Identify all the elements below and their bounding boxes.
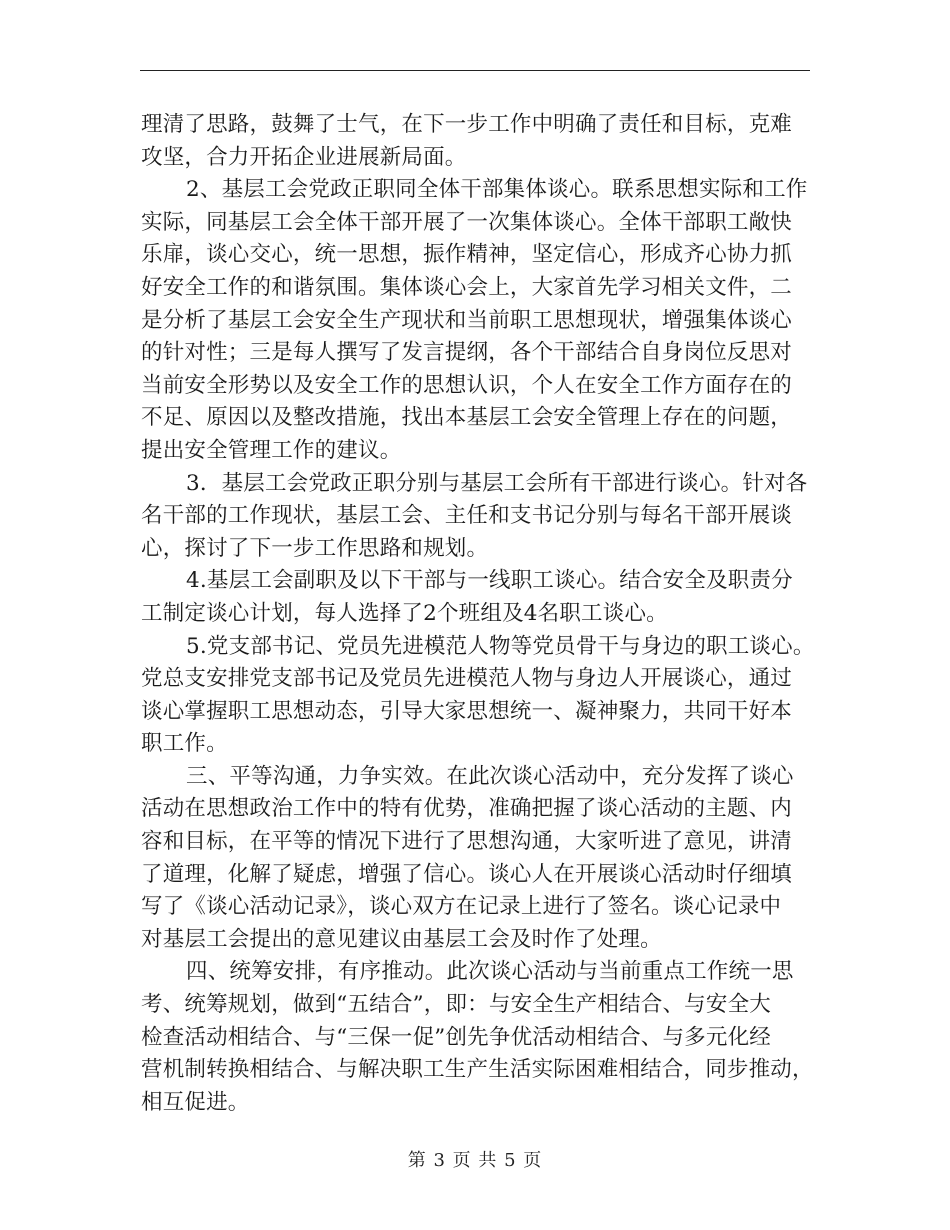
text-line: 对基层工会提出的意见建议由基层工会及时作了处理。 bbox=[141, 926, 662, 952]
text-line: 写了《谈心活动记录》，谈心双方在记录上进行了签名。谈心记录中 bbox=[141, 894, 782, 920]
text-line: 了道理，化解了疑虑，增强了信心。谈心人在开展谈心活动时仔细填 bbox=[141, 861, 793, 887]
text-line: 营机制转换相结合、与解决职工生产生活实际困难相结合，同步推动， bbox=[141, 1057, 814, 1083]
document-body bbox=[141, 109, 813, 1119]
text-line: 理清了思路，鼓舞了士气，在下一步工作中明确了责任和目标，克难 bbox=[141, 112, 793, 137]
text-line: 好安全工作的和谐氛围。集体谈心会上，大家首先学习相关文件，二 bbox=[141, 274, 793, 300]
text-line: 5.党支部书记、党员先进模范人物等党员骨干与身边的职工谈心。 bbox=[186, 633, 815, 659]
text-line: 谈心掌握职工思想动态，引导大家思想统一、凝神聚力，共同干好本 bbox=[141, 698, 793, 724]
text-line: 提出安全管理工作的建议。 bbox=[141, 437, 402, 463]
text-line: 活动在思想政治工作中的特有优势，准确把握了谈心活动的主题、内 bbox=[141, 796, 793, 822]
text-line: 攻坚，合力开拓企业进展新局面。 bbox=[141, 144, 467, 170]
text-line: 心，探讨了下一步工作思路和规划。 bbox=[141, 535, 489, 561]
header-rule bbox=[140, 70, 810, 71]
text-line: 4.基层工会副职及以下干部与一线职工谈心。结合安全及职责分 bbox=[186, 568, 793, 594]
text-line: 乐扉，谈心交心，统一思想，振作精神，坚定信心，形成齐心协力抓 bbox=[141, 242, 793, 268]
text-line: 实际，同基层工会全体干部开展了一次集体谈心。全体干部职工敞快 bbox=[141, 209, 793, 235]
text-line: 名干部的工作现状，基层工会、主任和支书记分别与每名干部开展谈 bbox=[141, 503, 793, 529]
text-line: 是分析了基层工会安全生产现状和当前职工思想现状，增强集体谈心 bbox=[141, 307, 793, 333]
text-line: 2、基层工会党政正职同全体干部集体谈心。联系思想实际和工作 bbox=[186, 177, 808, 203]
text-line: 相互促进。 bbox=[141, 1089, 250, 1115]
text-line: 不足、原因以及整改措施，找出本基层工会安全管理上存在的问题， bbox=[141, 405, 793, 431]
page-number-footer: 第 3 页 共 5 页 bbox=[407, 1150, 543, 1171]
text-line: 3．基层工会党政正职分别与基层工会所有干部进行谈心。针对各 bbox=[186, 470, 808, 496]
text-line: 考、统筹规划，做到“五结合”，即：与安全生产相结合、与安全大 bbox=[141, 992, 771, 1018]
text-line: 工制定谈心计划，每人选择了2个班组及4名职工谈心。 bbox=[141, 600, 668, 626]
text-line: 的针对性；三是每人撰写了发言提纲，各个干部结合自身岗位反思对 bbox=[141, 340, 793, 366]
text-line: 容和目标，在平等的情况下进行了思想沟通，大家听进了意见，讲清 bbox=[141, 829, 793, 855]
text-line: 职工作。 bbox=[141, 731, 228, 757]
text-line: 四、统筹安排，有序推动。此次谈心活动与当前重点工作统一思 bbox=[186, 959, 794, 985]
text-line: 当前安全形势以及安全工作的思想认识，个人在安全工作方面存在的 bbox=[141, 372, 793, 398]
text-line: 党总支安排党支部书记及党员先进模范人物与身边人开展谈心，通过 bbox=[141, 666, 793, 692]
text-line: 三、平等沟通，力争实效。在此次谈心活动中，充分发挥了谈心 bbox=[186, 763, 794, 789]
text-line: 检查活动相结合、与“三保一促”创先争优活动相结合、与多元化经 bbox=[141, 1024, 771, 1050]
